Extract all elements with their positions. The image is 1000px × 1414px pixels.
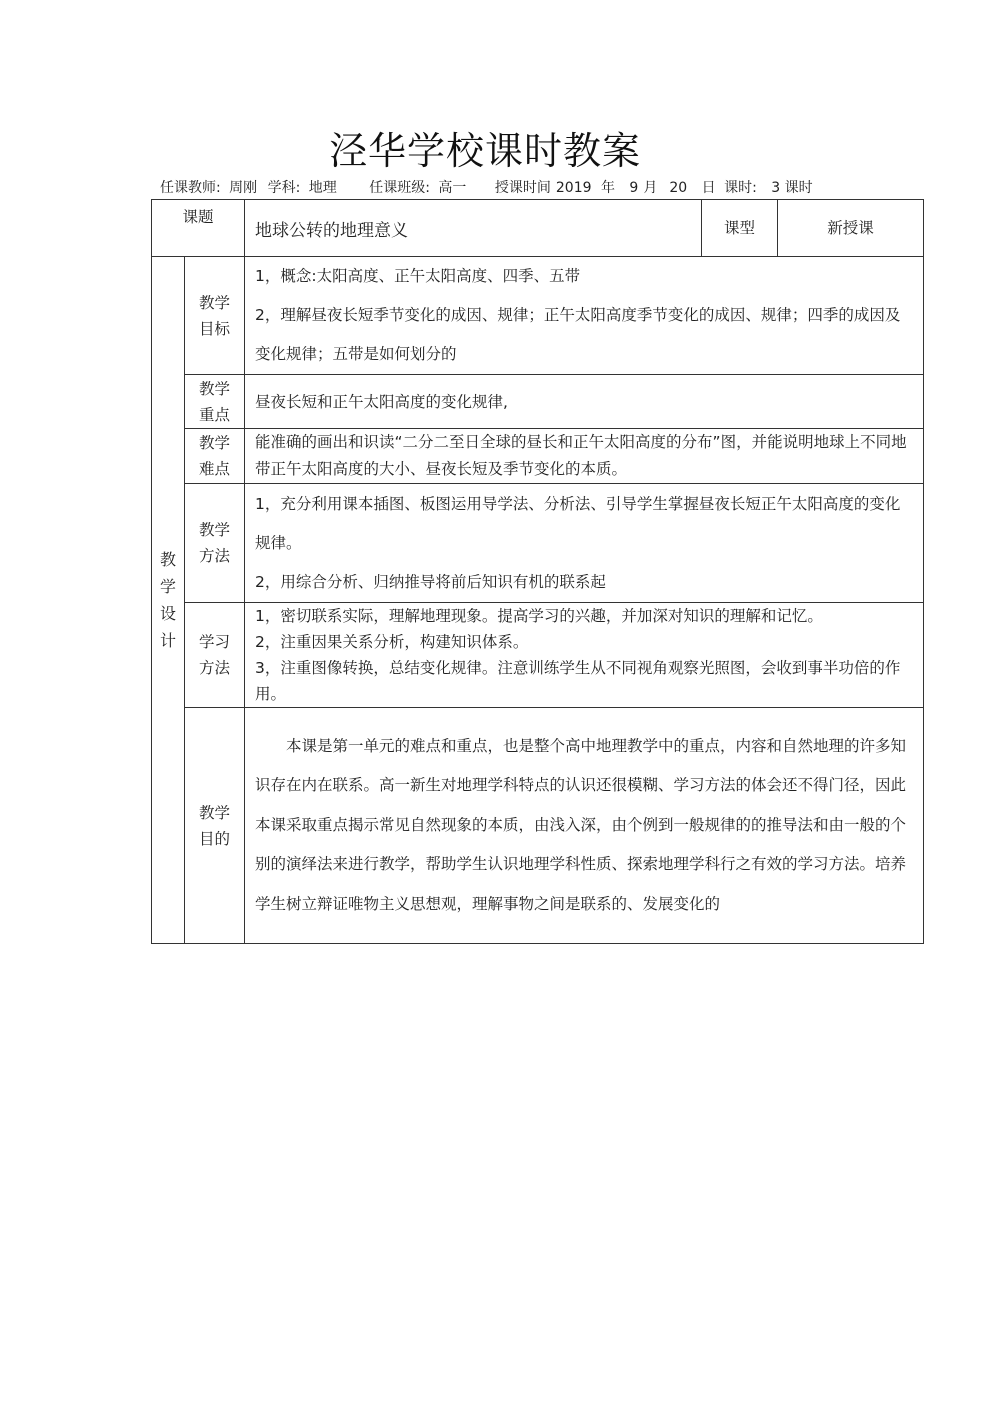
section-label bbox=[152, 257, 185, 944]
goal-label bbox=[185, 257, 245, 375]
day-text: 20 bbox=[669, 180, 688, 196]
learning-line: 2，注重因果关系分析，构建知识体系。 bbox=[255, 633, 529, 651]
section-char: 教 bbox=[159, 550, 176, 569]
focus-line: 昼夜长短和正午太阳高度的变化规律, bbox=[255, 392, 508, 411]
type-value: 新授课 bbox=[778, 200, 924, 257]
difficulty-label bbox=[185, 429, 245, 484]
month-unit: 月 bbox=[643, 180, 658, 196]
learning-method-label bbox=[185, 603, 245, 708]
page-title: 泾华学校课时教案 bbox=[328, 129, 641, 173]
label-line: 目的 bbox=[199, 829, 231, 848]
period-value: 3 课时 bbox=[771, 180, 813, 196]
goal-line: 1，概念:太阳高度、正午太阳高度、四季、五带 bbox=[255, 267, 581, 285]
subject-label: 学科: bbox=[267, 180, 301, 196]
teacher-label: 任课教师: bbox=[160, 180, 221, 196]
learning-line: 1，密切联系实际，理解地理现象。提高学习的兴趣，并加深对知识的理解和记忆。 bbox=[255, 607, 823, 625]
period-label: 课时: bbox=[724, 180, 757, 196]
method-line: 2，用综合分析、归纳推导将前后知识有机的联系起 bbox=[255, 572, 606, 591]
teaching-method-content bbox=[245, 484, 924, 603]
label-line: 教学 bbox=[199, 803, 231, 822]
type-label: 课型 bbox=[702, 200, 778, 257]
label-line: 难点 bbox=[199, 460, 231, 478]
label-line: 学习 bbox=[199, 633, 231, 651]
label-line: 方法 bbox=[199, 547, 231, 565]
day-value bbox=[657, 180, 697, 196]
class-label: 任课班级: bbox=[369, 180, 430, 196]
learning-line: 3，注重图像转换，总结变化规律。注意训练学生从不同视角观察光照图，会收到事半功倍的作用。 bbox=[255, 659, 901, 703]
teaching-method-row bbox=[152, 484, 924, 603]
focus-content bbox=[245, 375, 924, 429]
label-line: 教学 bbox=[199, 434, 231, 452]
topic-row bbox=[152, 200, 924, 257]
purpose-label bbox=[185, 708, 245, 944]
difficulty-line: 能准确的画出和识读“二分二至日全球的昼长和正午太阳高度的分布”图，并能说明地球上不同地带正午太阳高度的大小、昼夜长短及季节变化的本质。 bbox=[255, 433, 907, 478]
purpose-paragraph: 本课是第一单元的难点和重点，也是整个高中地理教学中的重点，内容和自然地理的许多知识存在内在联系。高一新生对地理学科特点的认识还很模糊、学习方法的体会还不得门径，因此本课采取重点揭示常见自然现象的本质，由浅入深，由个例到一般规律的的推导法和由一般的个别的演绎法来进行教学，帮助学生认识地理学科性质、探索地理学科行之有效的学习方法。培养学生树立辩证唯物主义思想观，理解事物之间是联系的、发展变化的 bbox=[255, 736, 907, 913]
focus-row bbox=[152, 375, 924, 429]
subject-value: 地理 bbox=[308, 180, 337, 196]
difficulty-row bbox=[152, 429, 924, 484]
goal-content bbox=[245, 257, 924, 375]
purpose-row bbox=[152, 708, 924, 944]
header-meta bbox=[160, 177, 813, 197]
teacher-name: 周刚 bbox=[229, 180, 258, 196]
method-line: 1，充分利用课本插图、板图运用导学法、分析法、引导学生掌握昼夜长短正午太阳高度的变化规律。 bbox=[255, 494, 901, 552]
class-value: 高一 bbox=[438, 180, 467, 196]
label-line: 教学 bbox=[199, 521, 231, 539]
teaching-method-label bbox=[185, 484, 245, 603]
purpose-content bbox=[245, 708, 924, 944]
section-char: 设 bbox=[159, 604, 176, 623]
month-text: 9 bbox=[629, 180, 639, 196]
section-char: 学 bbox=[159, 577, 176, 596]
goal-row bbox=[152, 257, 924, 375]
year-value bbox=[551, 180, 597, 196]
date-label: 授课时间 bbox=[494, 180, 551, 196]
topic-label: 课题 bbox=[152, 200, 245, 257]
lesson-plan-table bbox=[151, 199, 924, 944]
month-value bbox=[623, 180, 643, 196]
year-unit: 年 bbox=[600, 180, 615, 196]
year-text: 2019 bbox=[555, 180, 592, 196]
label-line: 教学 bbox=[199, 379, 231, 398]
learning-method-row bbox=[152, 603, 924, 708]
goal-line: 2，理解昼夜长短季节变化的成因、规律；正午太阳高度季节变化的成因、规律；四季的成因及变化规律；五带是如何划分的 bbox=[255, 306, 901, 363]
label-line: 重点 bbox=[199, 405, 231, 424]
learning-method-content bbox=[245, 603, 924, 708]
day-unit: 日 bbox=[701, 180, 716, 196]
section-char: 计 bbox=[159, 631, 176, 650]
difficulty-content bbox=[245, 429, 924, 484]
label-line: 教学 bbox=[199, 293, 231, 312]
topic-value: 地球公转的地理意义 bbox=[245, 200, 702, 257]
label-line: 方法 bbox=[199, 659, 231, 677]
focus-label bbox=[185, 375, 245, 429]
label-line: 目标 bbox=[199, 319, 231, 338]
